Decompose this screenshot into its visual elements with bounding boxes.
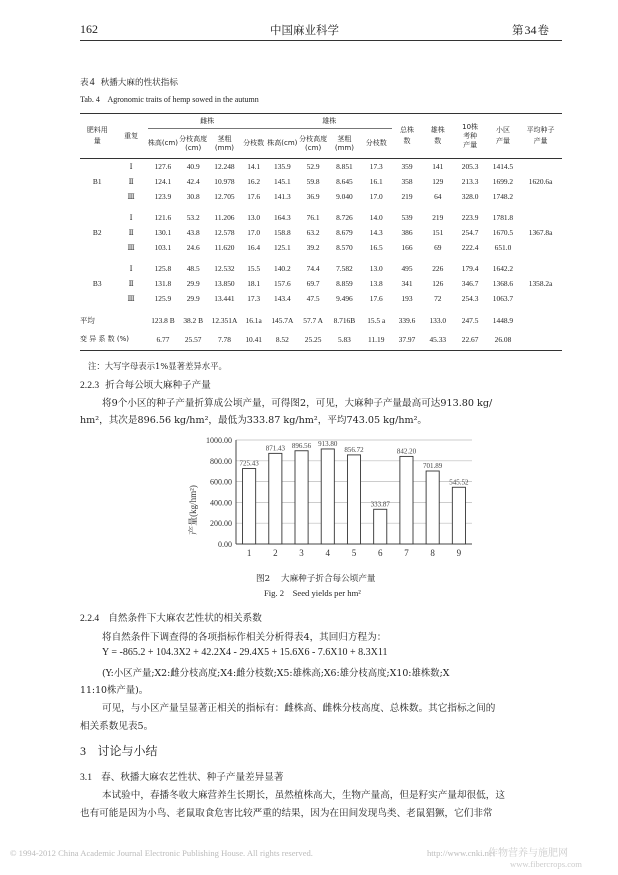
table-cell: 651.0 [494, 242, 512, 252]
table-cell: 223.9 [461, 212, 479, 222]
table-cell: 13.0 [247, 212, 261, 222]
table-cell: 72 [434, 293, 442, 303]
table4-note: 注：大写字母表示1%显著差异水平。 [88, 361, 227, 371]
table-cell: Ⅰ [114, 159, 147, 174]
table-cell: 141 [422, 159, 453, 174]
table-cell: 143.4 [274, 293, 291, 303]
group-average: 1358.2a [528, 278, 553, 288]
x-tick-label: 5 [351, 548, 357, 558]
table-cell: 12.578 [214, 227, 235, 237]
table-cell: 9.496 [336, 293, 353, 303]
table-cell: 29.9 [186, 293, 200, 303]
average-row [80, 312, 562, 329]
section-223-line1: 将9个小区的种子产量折算成公顷产量，可得图2，可见，大麻种子产量最高可达913.80 kg/ [102, 398, 493, 409]
volume-label: 第34卷 [512, 23, 549, 37]
table-cell: 151 [432, 227, 444, 237]
table-cell: 219 [401, 191, 413, 201]
table-cell: 14.0 [369, 212, 383, 222]
equation-vars-1: (Y:小区产量;X2:雌分枝高度;X4:雌分枝数;X5:雄株高;X6:雄分枝高度;X10:雄株数;X [102, 668, 450, 679]
group-label: B2 [92, 227, 102, 237]
table-cell: 125.1 [274, 242, 291, 252]
col-male-count: 雄株数 [422, 114, 453, 159]
subcol-female-0: 株高(cm) [148, 129, 178, 159]
table-cell: 123.9 [154, 191, 172, 201]
group-average: 1620.6a [519, 159, 562, 204]
table-cell: 9.040 [336, 191, 353, 201]
table-cell: 25.25 [298, 329, 328, 351]
table-cell: 22.67 [453, 329, 486, 351]
table-row [80, 291, 562, 306]
table-cell: 1368.6 [492, 278, 514, 288]
table-cell: Ⅱ [128, 278, 134, 288]
section-31-line2: 也有可能是因为小鸟、老鼠取食危害比较严重的结果，因为在田间发现鸟类、老鼠猖獗，它们非常 [80, 808, 493, 819]
table-cell: 48.5 [186, 263, 200, 273]
table-cell: 386 [401, 227, 413, 237]
table-cell: 16.1a [245, 315, 262, 325]
table-cell: Ⅱ [128, 227, 134, 237]
table-cell: 1448.9 [492, 315, 514, 325]
table-cell: 131.8 [154, 278, 172, 288]
section-224-heading: 2.2.4 自然条件下大麻农艺性状的相关系数 [80, 613, 262, 624]
table-row [80, 240, 562, 255]
section-223-line2: hm²，其次是896.56 kg/hm²，最低为333.87 kg/hm²，平均743.05 kg/hm²。 [80, 415, 428, 426]
bar-value-label: 725.43 [239, 459, 259, 468]
section-3-heading: 3 讨论与小结 [80, 744, 158, 758]
table-cell: 36.9 [306, 191, 320, 201]
table-cell: 359 [392, 159, 422, 174]
table-cell: 17.3 [361, 159, 392, 174]
table-row [80, 261, 562, 276]
table-cell: Ⅲ [127, 293, 135, 303]
col-seed10: 10株考种产量 [453, 114, 486, 159]
subcol-male-2: 茎粗(mm) [328, 129, 360, 159]
x-tick-label: 3 [299, 548, 304, 558]
table-cell: 29.9 [186, 278, 200, 288]
x-tick-label: 9 [456, 548, 462, 558]
table-cell: 16.4 [247, 242, 261, 252]
y-tick-label: 1000.00 [206, 436, 232, 445]
x-tick-label: 6 [377, 548, 383, 558]
subcol-female-2: 茎粗(mm) [208, 129, 240, 159]
table-cell: 130.1 [154, 227, 172, 237]
bar-value-label: 333.87 [370, 500, 390, 509]
table-cell: 14.1 [241, 159, 267, 174]
table-cell: 16.2 [247, 176, 261, 186]
bar [295, 451, 308, 544]
table-cell: 14.3 [369, 227, 383, 237]
watermark-url: www.fibercrops.com [510, 859, 582, 869]
table-cell: 358 [401, 176, 413, 186]
table-cell: 339.6 [398, 315, 416, 325]
bar [269, 453, 282, 544]
bar-value-label: 856.72 [344, 445, 364, 454]
table-cell: 39.2 [306, 242, 320, 252]
table-row [80, 225, 562, 240]
table-cell: 222.4 [461, 242, 479, 252]
section-31-line1: 本试验中，春播冬收大麻营养生长期长，虽然植株高大，生物产量高，但是籽实产量却很低，这 [102, 790, 505, 801]
table-cell: 8.726 [336, 212, 353, 222]
table-cell: 16.1 [369, 176, 383, 186]
table-cell: 15.5 [247, 263, 261, 273]
bar-value-label: 913.80 [318, 439, 338, 448]
table-cell: 11.620 [214, 242, 235, 252]
bar-value-label: 896.56 [291, 441, 312, 450]
x-tick-label: 1 [246, 548, 252, 558]
group-label: B1 [80, 159, 114, 204]
table-cell: 40.9 [178, 159, 208, 174]
subcol-male-3: 分枝数 [361, 129, 392, 159]
cnki-url: http://www.cnki.net [427, 848, 496, 858]
table-cell: 17.0 [369, 191, 383, 201]
table-cell: 53.2 [186, 212, 200, 222]
table4-caption-en: Tab. 4 Agronomic traits of hemp sowed in the autumn [80, 95, 259, 104]
table-cell: 1670.5 [492, 227, 514, 237]
table-cell: 158.8 [274, 227, 291, 237]
table-cell: 38.2 B [183, 315, 204, 325]
table-cell: 121.6 [154, 212, 172, 222]
table-cell: 17.6 [369, 293, 383, 303]
col-avg: 平均种子产量 [519, 114, 562, 159]
fig2-caption-cn: 图2 大麻种子折合每公顷产量 [256, 574, 376, 584]
table-cell: 7.78 [208, 329, 240, 351]
table-cell: 30.8 [186, 191, 200, 201]
table-cell: 328.0 [461, 191, 479, 201]
table-row [80, 174, 562, 189]
table-cell: Ⅰ [129, 212, 133, 222]
table-cell: 17.3 [247, 293, 261, 303]
table-cell: Ⅰ [129, 263, 133, 273]
page-number: 162 [80, 22, 98, 36]
table-cell: 346.7 [461, 278, 479, 288]
table-cell: 1699.2 [492, 176, 514, 186]
table-cell: 43.8 [186, 227, 200, 237]
table-cell: 15.5 a [367, 315, 386, 325]
table-cell: 157.6 [274, 278, 291, 288]
table-cell: 17.0 [247, 227, 261, 237]
equation-vars-2: 11:10株产量)。 [80, 685, 149, 696]
section-31-heading: 3.1 春、秋播大麻农艺性状、种子产量差异显著 [80, 772, 284, 783]
y-tick-label: 0.00 [218, 540, 232, 549]
table-cell: 254.7 [461, 227, 479, 237]
table-cell: Ⅲ [127, 191, 135, 201]
table-cell: 63.2 [306, 227, 320, 237]
bar [321, 449, 334, 544]
table-cell: 7.582 [336, 263, 353, 273]
table-cell: 37.97 [392, 329, 422, 351]
col-male: 雄株 [267, 114, 392, 129]
table-cell: 1748.2 [492, 191, 514, 201]
table-cell: 1063.7 [492, 293, 514, 303]
table-cell: 24.6 [186, 242, 200, 252]
table-cell: 12.532 [214, 263, 235, 273]
bar-value-label: 842.20 [396, 447, 417, 456]
table-cell: 59.8 [306, 176, 320, 186]
table-cell: 135.9 [267, 159, 298, 174]
x-tick-label: 2 [273, 548, 278, 558]
table-row [80, 159, 562, 174]
table4 [80, 113, 562, 351]
table-cell: 42.4 [186, 176, 200, 186]
table4-caption-cn: 表4 秋播大麻的性状指标 [80, 77, 178, 88]
table-cell: 123.8 B [151, 315, 175, 325]
x-tick-label: 4 [325, 548, 331, 558]
col-rep: 重复 [114, 114, 147, 159]
table-cell: 495 [401, 263, 413, 273]
group-label: B3 [92, 278, 102, 288]
table-cell: 6.77 [148, 329, 178, 351]
col-plot: 小区产量 [487, 114, 519, 159]
col-total: 总株数 [392, 114, 422, 159]
chart-ylabel: 产量(kg/hm²) [188, 485, 198, 535]
col-fertilizer: 肥料用量 [80, 114, 114, 159]
copyright-footer: © 1994-2012 China Academic Journal Electronic Publishing House. All rights reserved. [10, 848, 313, 858]
bar [243, 469, 256, 544]
bar [374, 509, 387, 544]
bar-value-label: 871.43 [265, 444, 285, 453]
bar-value-label: 701.89 [423, 462, 443, 471]
y-tick-label: 400.00 [210, 498, 232, 508]
table-cell: 145.7A [271, 315, 294, 325]
table-cell: 129 [432, 176, 444, 186]
table-cell: 145.1 [274, 176, 291, 186]
bar [426, 471, 439, 544]
fig2-bar-chart [180, 430, 480, 570]
regression-equation: Y = -865.2 + 104.3X2 + 42.2X4 - 29.4X5 + 15.6X6 - 7.6X10 + 8.3X11 [102, 647, 388, 658]
table-cell: 124.1 [154, 176, 172, 186]
table-cell: 47.5 [306, 293, 320, 303]
bar-value-label: 545.52 [449, 478, 469, 487]
cv-row [80, 329, 562, 351]
table-cell: 13.441 [214, 293, 235, 303]
table-cell: 226 [432, 263, 444, 273]
table-cell: 8.851 [328, 159, 360, 174]
table-cell: 74.4 [306, 263, 320, 273]
col-female: 雌株 [148, 114, 267, 129]
table-cell: 8.679 [336, 227, 353, 237]
table-cell: 8.52 [267, 329, 298, 351]
table-cell: 25.57 [178, 329, 208, 351]
table-cell: Ⅲ [127, 242, 135, 252]
table-cell: 1414.5 [487, 159, 519, 174]
table-cell: 1781.8 [492, 212, 514, 222]
bar [347, 455, 360, 544]
table-row [80, 276, 562, 291]
subcol-male-0: 株高(cm) [267, 129, 298, 159]
table-cell: 76.1 [306, 212, 320, 222]
table-cell: 125.9 [154, 293, 172, 303]
y-tick-label: 200.00 [210, 519, 232, 529]
table-cell: 103.1 [154, 242, 172, 252]
bar [400, 456, 413, 544]
journal-title: 中国麻业科学 [270, 23, 339, 37]
table-cell: 8.645 [336, 176, 353, 186]
table-cell: 16.5 [369, 242, 383, 252]
table-cell: Ⅱ [128, 176, 134, 186]
table-cell: 10.978 [214, 176, 235, 186]
table-cell: 254.3 [461, 293, 479, 303]
table-cell: 213.3 [461, 176, 479, 186]
table-cell: 8.716B [333, 315, 356, 325]
bar [452, 487, 465, 544]
table-cell: 平均 [80, 315, 95, 325]
table-cell: 10.41 [241, 329, 267, 351]
table-cell: 5.83 [328, 329, 360, 351]
table-cell: 8.570 [336, 242, 353, 252]
table-cell: 17.6 [247, 191, 261, 201]
section-223-heading: 2.2.3 折合每公顷大麻种子产量 [80, 380, 211, 391]
watermark-cn: 作物营养与施肥网 [488, 848, 568, 859]
table-cell: 539 [401, 212, 413, 222]
table-cell: 64 [434, 191, 442, 201]
table-cell: 69 [434, 242, 442, 252]
table-cell: 12.351A [211, 315, 238, 325]
section-224-line1: 将自然条件下调查得的各项指标作相关分析得表4，其回归方程为： [102, 632, 387, 643]
table-cell: 1642.2 [492, 263, 514, 273]
subcol-female-3: 分枝数 [241, 129, 267, 159]
table-cell: 13.8 [369, 278, 383, 288]
table-cell: 193 [401, 293, 413, 303]
header-rule [80, 40, 562, 41]
table-cell: 164.3 [274, 212, 291, 222]
table-cell: 18.1 [247, 278, 261, 288]
y-tick-label: 600.00 [210, 477, 232, 487]
table-cell: 205.3 [453, 159, 486, 174]
table-cell: 219 [432, 212, 444, 222]
table-cell: 11.19 [361, 329, 392, 351]
table-cell: 13.0 [369, 263, 383, 273]
table-cell: 247.5 [461, 315, 479, 325]
fig2-caption-en: Fig. 2 Seed yields per hm² [264, 588, 361, 598]
table-row [80, 210, 562, 225]
table-cell: 57.7 A [303, 315, 323, 325]
y-tick-label: 800.00 [210, 456, 232, 466]
table-cell: 变 异 系 数 (%) [80, 329, 148, 351]
subcol-female-1: 分枝高度(cm) [178, 129, 208, 159]
x-tick-label: 7 [404, 548, 409, 558]
table-cell: 13.850 [214, 278, 235, 288]
table-cell: 45.33 [422, 329, 453, 351]
table-cell: 141.3 [274, 191, 291, 201]
table-cell: 127.6 [148, 159, 178, 174]
table-cell: 52.9 [298, 159, 328, 174]
table-cell: 140.2 [274, 263, 291, 273]
table-cell: 26.08 [487, 329, 519, 351]
table-cell: 12.705 [214, 191, 235, 201]
table-cell: 341 [401, 278, 413, 288]
table-cell: 11.206 [214, 212, 235, 222]
section-224-p2: 相关系数见表5。 [80, 721, 154, 732]
table-cell: 126 [432, 278, 444, 288]
table-cell: 12.248 [208, 159, 240, 174]
group-average: 1367.8a [528, 227, 553, 237]
table-cell: 133.0 [429, 315, 447, 325]
section-224-p1: 可见，与小区产量呈显著正相关的指标有：雌株高、雌株分枝高度、总株数。其它指标之间的 [102, 703, 496, 714]
x-tick-label: 8 [430, 548, 435, 558]
table-cell: 125.8 [154, 263, 172, 273]
table-cell: 179.4 [461, 263, 479, 273]
table-cell: 8.859 [336, 278, 353, 288]
table-cell: 69.7 [306, 278, 320, 288]
table-row [80, 189, 562, 204]
table-cell: 166 [401, 242, 413, 252]
subcol-male-1: 分枝高度(cm) [298, 129, 328, 159]
